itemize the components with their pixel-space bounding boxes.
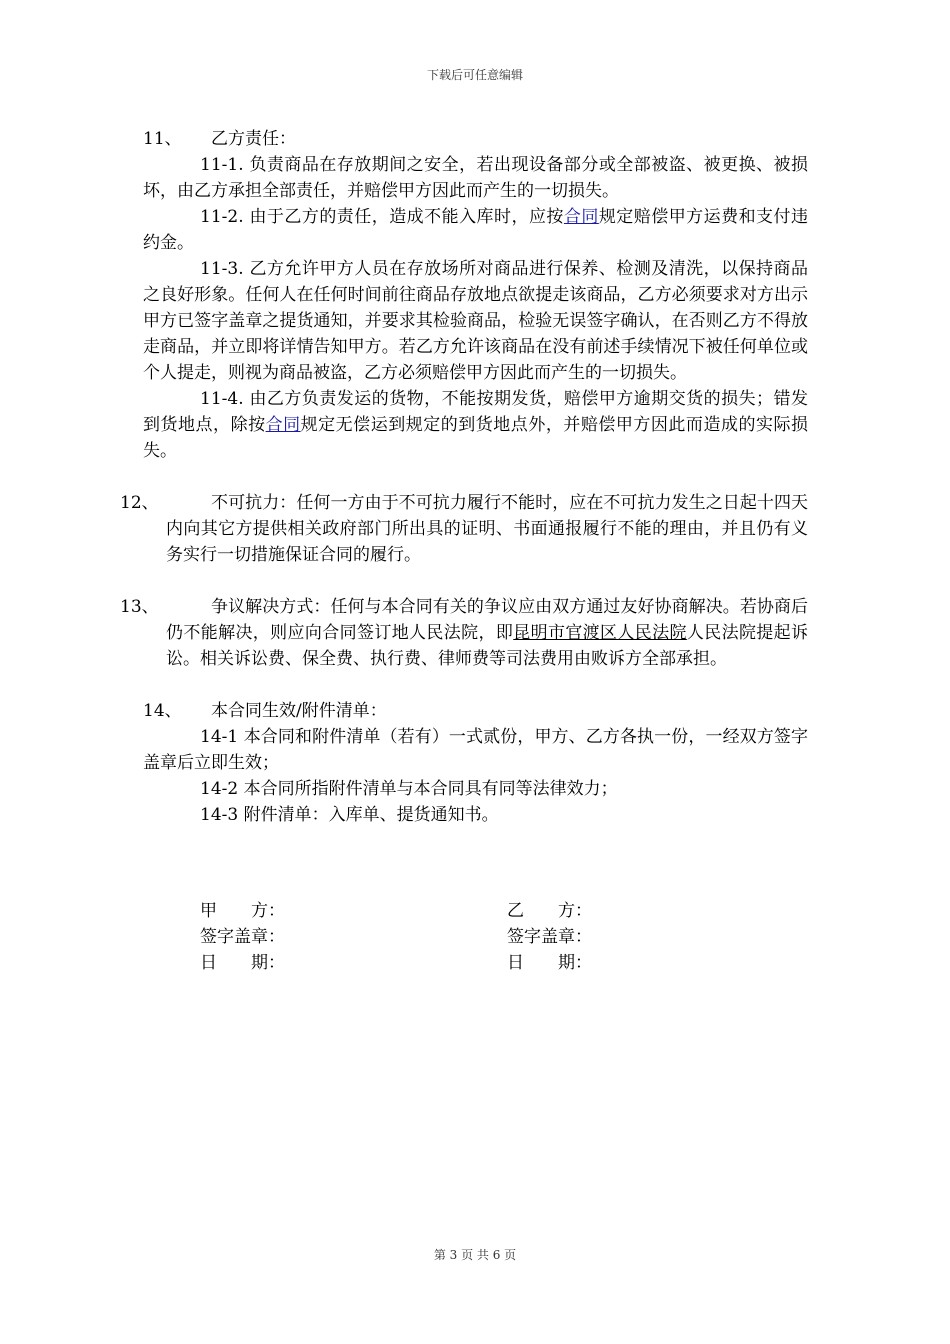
page-footer: 第 3 页 共 6 页 — [433, 1248, 517, 1262]
signature-block-party-b — [507, 898, 592, 976]
court-name: 昆明市官渡区人民法院 — [513, 623, 687, 643]
section-14-heading — [143, 698, 808, 724]
section-number: 13、 — [120, 597, 159, 617]
section-number: 14、 — [143, 701, 182, 721]
clause-text: 规定无偿运到规定的到货地点外，并赔偿甲方因此而造成的实际损失。 — [143, 415, 809, 461]
spacer — [143, 464, 808, 490]
clause-text: 11-2. 由于乙方的责任，造成不能入库时，应按 — [200, 207, 564, 227]
clause-11-2 — [143, 204, 808, 256]
spacer — [143, 672, 808, 698]
party-b-seal-label: 签字盖章： — [507, 927, 592, 947]
contract-link[interactable]: 合同 — [265, 415, 301, 435]
section-text: 争议解决方式：任何与本合同有关的争议应由双方通过友好协商解决。若协商后仍不能解决，则应向合同签订地人民法院，即 — [166, 597, 808, 643]
document-body — [120, 126, 809, 828]
clause-11-1: 11-1. 负责商品在存放期间之安全，若出现设备部分或全部被盗、被更换、被损坏，由乙方承担全部责任，并赔偿甲方因此而产生的一切损失。 — [143, 155, 808, 201]
clause-14-2: 14-2 本合同所指附件清单与本合同具有同等法律效力； — [200, 779, 618, 799]
clause-11-4 — [143, 386, 808, 464]
section-13 — [120, 594, 809, 672]
section-title: 乙方责任： — [211, 129, 296, 149]
section-title: 本合同生效/附件清单： — [211, 701, 387, 721]
clause-11-3: 11-3. 乙方允许甲方人员在存放场所对商品进行保养、检测及清洗，以保持商品之良好形象。任何人在任何时间前往商品存放地点欲提走该商品，乙方必须要求对方出示甲方已签字盖章之提货通知，并要求其检验商品，检验无误签字确认，在否则乙方不得放走商品，并立即将详情告知甲方。若乙方允许该商品在没有前述手续情况下被任何单位或个人提走，则视为商品被盗，乙方必须赔偿甲方因此而产生的一切损失。 — [143, 259, 808, 383]
section-number: 12、 — [120, 493, 159, 513]
party-b-date-label: 日 期： — [507, 953, 592, 973]
section-11-heading — [143, 126, 808, 152]
clause-text: 规定赔偿甲方运费和支付违约金。 — [143, 207, 808, 253]
party-a-date-label: 日 期： — [200, 953, 285, 973]
section-12 — [120, 490, 808, 568]
section-text: 不可抗力：任何一方由于不可抗力履行不能时，应在不可抗力发生之日起十四天内向其它方提供相关政府部门所出具的证明、书面通报履行不能的理由，并且仍有义务实行一切措施保证合同的履行。 — [166, 493, 808, 565]
clause-text: 11-4. 由乙方负责发运的货物，不能按期发货，赔偿甲方逾期交货的损失；错发到货地点，除按 — [143, 389, 808, 435]
section-number: 11、 — [143, 129, 182, 149]
page-header: 下载后可任意编辑 — [426, 68, 523, 82]
spacer — [143, 568, 808, 594]
contract-link[interactable]: 合同 — [563, 207, 599, 227]
signature-block-party-a — [200, 898, 285, 976]
party-a-seal-label: 签字盖章： — [200, 927, 285, 947]
clause-14-3: 14-3 附件清单：入库单、提货通知书。 — [200, 805, 499, 825]
clause-14-1: 14-1 本合同和附件清单（若有）一式贰份，甲方、乙方各执一份，一经双方签字盖章后立即生效； — [143, 727, 808, 773]
party-a-label: 甲 方： — [200, 901, 285, 921]
section-text: 人民法院提起诉讼。相关诉讼费、保全费、执行费、律师费等司法费用由败诉方全部承担。 — [166, 623, 809, 669]
party-b-label: 乙 方： — [507, 901, 592, 921]
